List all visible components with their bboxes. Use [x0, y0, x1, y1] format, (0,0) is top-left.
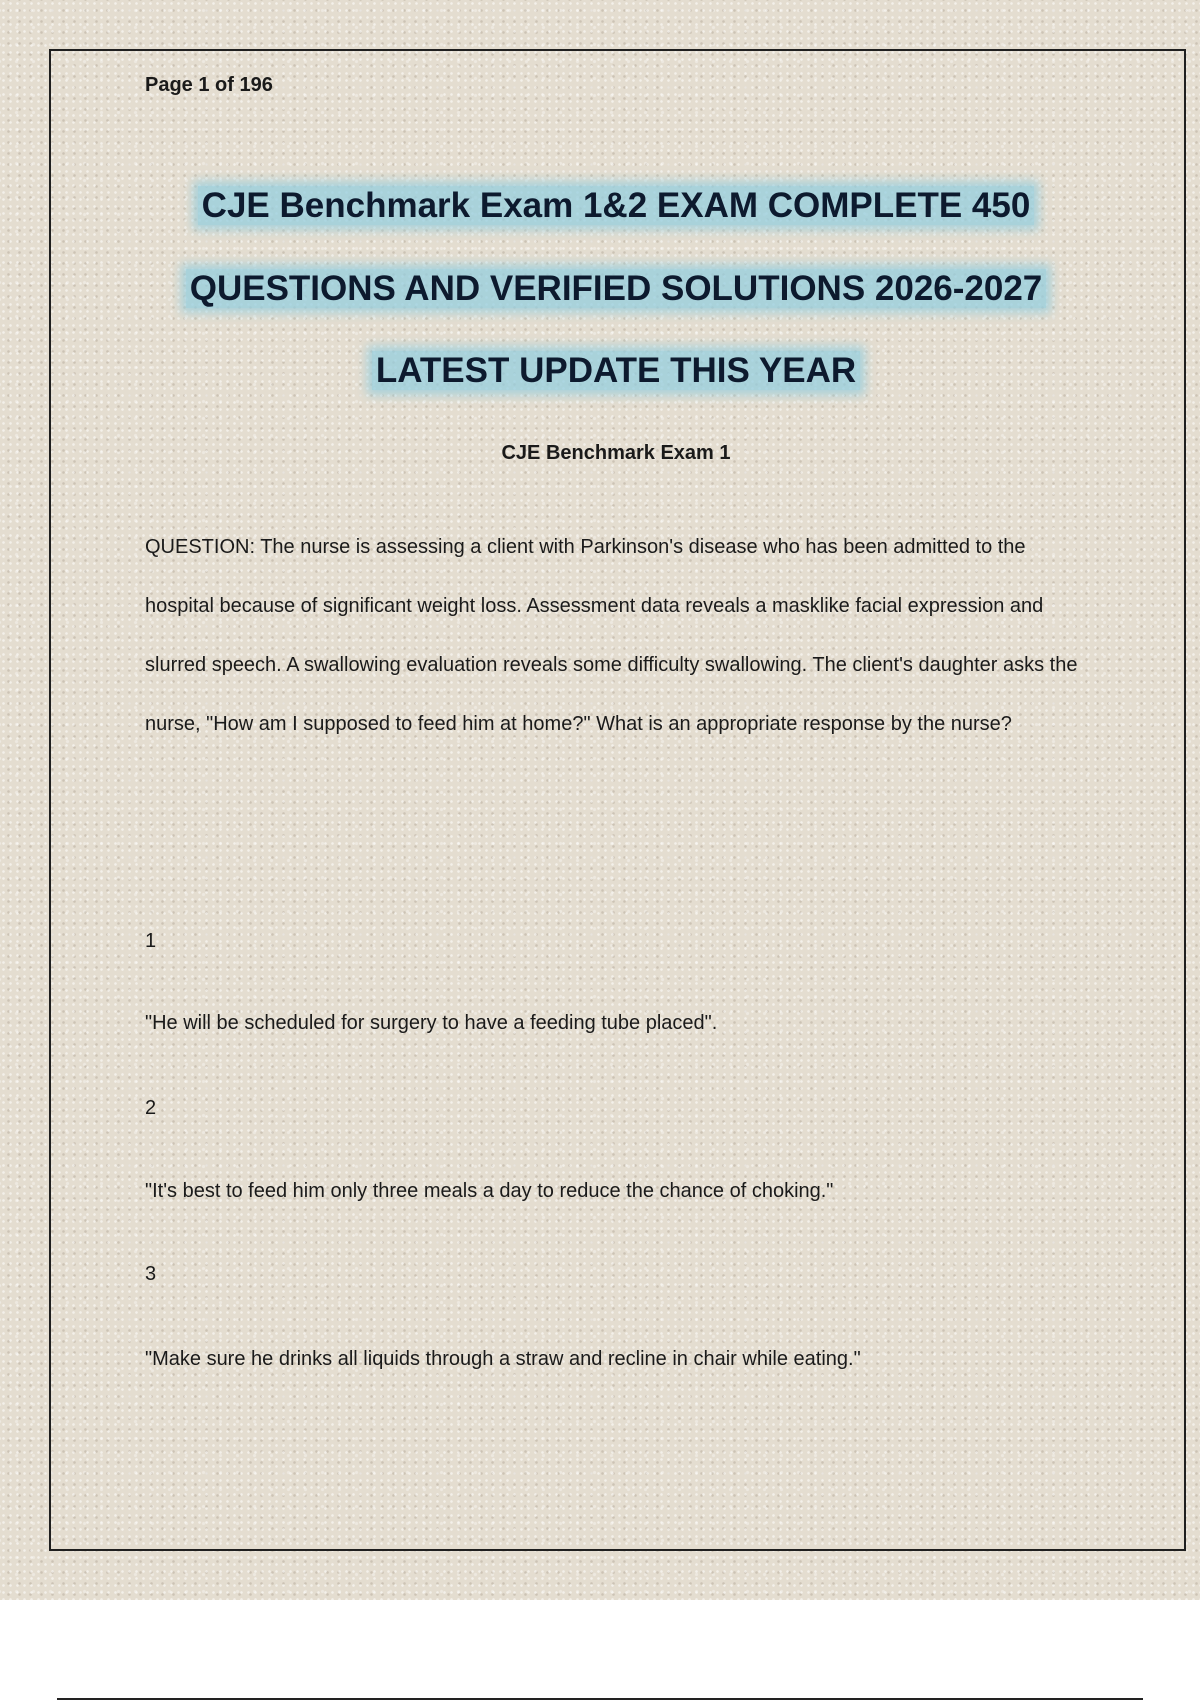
title-text-3: LATEST UPDATE THIS YEAR	[372, 351, 860, 390]
option-number-1: 1	[145, 930, 157, 952]
title-line-2	[0, 267, 1200, 311]
title-line-3	[0, 349, 1200, 393]
question-text: QUESTION: The nurse is assessing a client with Parkinson's disease who has been admitted to the hospital because of significant weight loss. Assessment data reveals a masklike facial expression and slurred speech. A swallowing evaluation reveals some difficulty swallowing. The client's daughter asks the nurse, "How am I supposed to feed him at home?" What is an appropriate response by the nurse?	[145, 536, 1078, 735]
option-text-3: "Make sure he drinks all liquids through a straw and recline in chair while eating."	[145, 1348, 861, 1370]
option-number-3: 3	[145, 1263, 157, 1285]
title-text-2: QUESTIONS AND VERIFIED SOLUTIONS 2026-2027	[186, 269, 1047, 308]
title-line-1	[0, 184, 1200, 228]
option-text-1: "He will be scheduled for surgery to have a feeding tube placed".	[145, 1012, 718, 1034]
title-text-1: CJE Benchmark Exam 1&2 EXAM COMPLETE 450	[198, 186, 1035, 225]
page-number: Page 1 of 196	[145, 74, 273, 96]
section-subtitle: CJE Benchmark Exam 1	[501, 442, 731, 464]
option-number-2: 2	[145, 1097, 157, 1119]
option-text-2: "It's best to feed him only three meals a day to reduce the chance of choking."	[145, 1180, 834, 1202]
